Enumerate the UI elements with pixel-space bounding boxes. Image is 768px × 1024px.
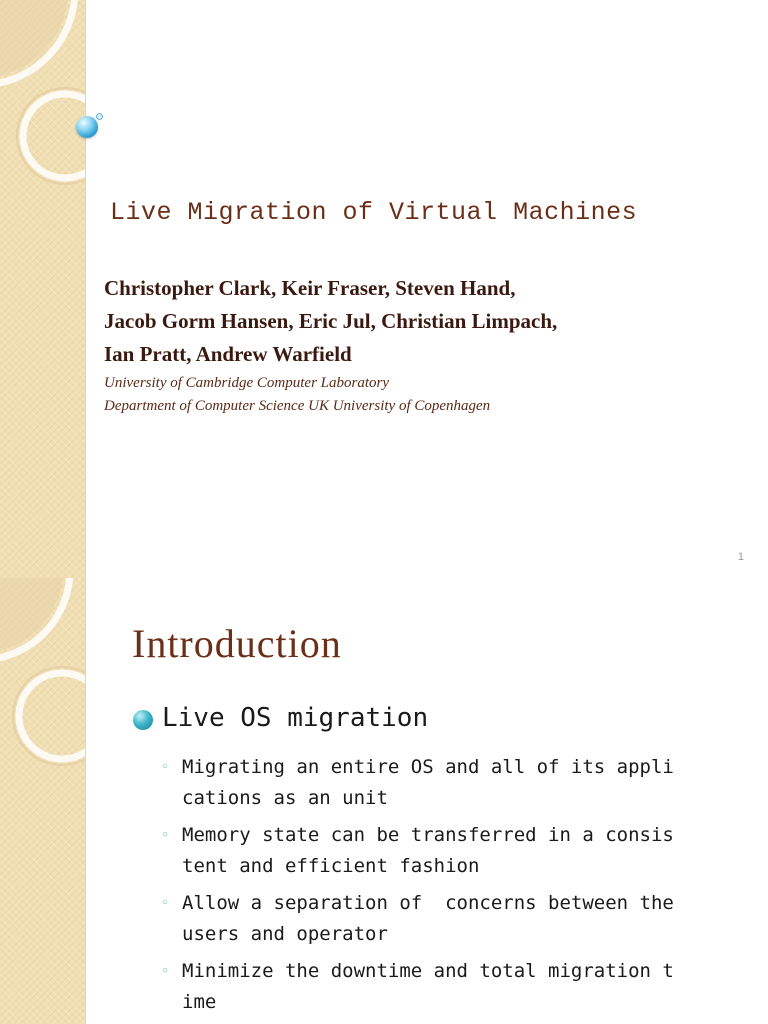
small-sphere-icon (96, 113, 103, 120)
sub-bullet-line: Memory state can be transferred in a consis (182, 824, 674, 846)
sub-bullet-line: tent and efficient fashion (182, 855, 480, 877)
author-line: Ian Pratt, Andrew Warfield (104, 342, 352, 366)
main-bullet-text: Live OS migration (162, 703, 429, 733)
author-line: Christopher Clark, Keir Fraser, Steven Hand, (104, 276, 516, 300)
ring-bullet-icon: ◦ (161, 760, 169, 775)
sub-bullet (158, 956, 748, 1018)
affiliation-line: Department of Computer Science UK University of Copenhagen (104, 398, 491, 414)
decorative-circles (0, 0, 85, 578)
blue-sphere-icon (76, 116, 98, 138)
author-list (104, 272, 557, 371)
sub-bullet-line: users and operator (182, 923, 388, 945)
sub-bullet-line: cations as an unit (182, 787, 388, 809)
decorative-circles (0, 578, 85, 1024)
ring-bullet-icon: ◦ (161, 964, 169, 979)
sub-bullet-line: Allow a separation of concerns between the (182, 892, 674, 914)
sub-bullet-list (158, 752, 748, 1024)
affiliations (104, 372, 490, 418)
sub-bullet (158, 888, 748, 950)
sub-bullet-line: Minimize the downtime and total migration t (182, 960, 674, 982)
sub-bullet-line: Migrating an entire OS and all of its appli (182, 756, 674, 778)
sub-bullet-line: ime (182, 991, 217, 1013)
ring-bullet-icon: ◦ (161, 828, 169, 843)
sub-bullet (158, 820, 748, 882)
affiliation-line: University of Cambridge Computer Laboratory (104, 375, 389, 391)
decorative-side-band (0, 0, 86, 578)
author-line: Jacob Gorm Hansen, Eric Jul, Christian Limpach, (104, 309, 558, 333)
slide-heading: Introduction (132, 621, 342, 666)
page-number: 1 (737, 551, 744, 563)
ring-bullet-icon: ◦ (161, 896, 169, 911)
decorative-side-band (0, 578, 86, 1024)
introduction-slide (0, 578, 768, 1024)
presentation-title: Live Migration of Virtual Machines (110, 198, 638, 227)
sub-bullet (158, 752, 748, 814)
teal-dot-icon (133, 710, 153, 730)
